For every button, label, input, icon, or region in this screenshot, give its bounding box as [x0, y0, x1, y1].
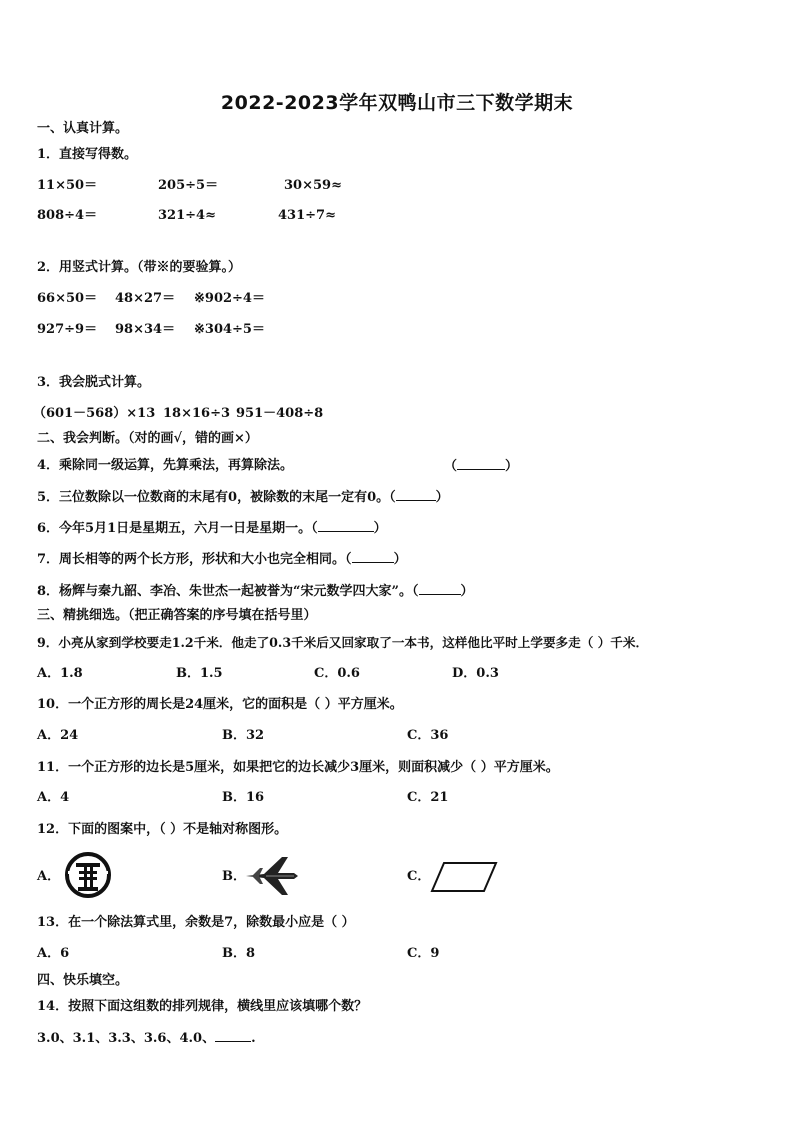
q9-option-a[interactable]: A．1.8 [37, 666, 83, 681]
q9-option-d[interactable]: D．0.3 [452, 666, 499, 681]
paren-close: ） [373, 521, 387, 536]
q2-expr-4: 927÷9＝ [37, 322, 98, 337]
question-13-text: 13．在一个除法算式里，余数是7，除数最小应是（ ） [37, 915, 355, 930]
question-8 [37, 583, 474, 600]
airplane-icon [244, 853, 300, 897]
sequence-values: 3.0、3.1、3.3、3.6、4.0、 [37, 1031, 216, 1046]
question-6 [37, 520, 387, 537]
paren-open: （ [412, 584, 419, 599]
question-9-text: 9．小亮从家到学校要走1.2千米．他走了0.3千米后又回家取了一本书，这样他比平时上学要多走（ ）千米． [37, 635, 649, 650]
q3-expr-1: （601－568）×13 [33, 406, 156, 421]
answer-blank-7[interactable] [352, 551, 394, 563]
q12-option-a[interactable]: A． [37, 869, 61, 884]
q9-option-c[interactable]: C．0.6 [314, 666, 360, 681]
parallelogram-icon [428, 860, 500, 894]
q11-option-a[interactable]: A．4 [37, 790, 70, 805]
question-14-text: 14．按照下面这组数的排列规律，横线里应该填哪个数？ [37, 999, 368, 1014]
q10-option-b[interactable]: B．32 [222, 728, 265, 743]
q2-expr-5: 98×34＝ [115, 322, 176, 337]
paren-close: ） [460, 584, 474, 599]
q2-expr-2: 48×27＝ [115, 291, 176, 306]
answer-blank-5[interactable] [396, 489, 436, 501]
q9-option-b[interactable]: B．1.5 [176, 666, 223, 681]
paren-open: （ [444, 459, 458, 474]
answer-blank[interactable] [457, 458, 505, 470]
q13-option-a[interactable]: A．6 [37, 946, 70, 961]
q13-option-c[interactable]: C．9 [407, 946, 440, 961]
question-12-text: 12．下面的图案中，（ ）不是轴对称图形。 [37, 822, 288, 837]
bank-logo-icon [62, 851, 114, 899]
q12-option-b[interactable]: B． [222, 869, 246, 884]
q2-expr-6: ※304÷5＝ [194, 322, 265, 337]
q2-expr-1: 66×50＝ [37, 291, 98, 306]
question-6-text: 6．今年5月1日是星期五，六月一日是星期一。 [37, 521, 312, 536]
question-2-label: 2．用竖式计算。（带※的要验算。） [37, 260, 242, 275]
question-14-sequence [37, 1030, 256, 1047]
question-4 [37, 458, 293, 474]
answer-blank-6[interactable] [318, 520, 374, 532]
answer-box-4[interactable] [444, 458, 518, 475]
q1-expr-6: 431÷7≈ [278, 208, 336, 223]
page-title: 2022-2023学年双鸭山市三下数学期末 [220, 92, 574, 114]
section-heading-1: 一、认真计算。 [37, 121, 129, 136]
question-5-text: 5．三位数除以一位数商的末尾有0，被除数的末尾一定有0。 [37, 490, 390, 505]
question-7 [37, 551, 407, 568]
q12-option-c[interactable]: C． [407, 869, 431, 884]
paren-open: （ [311, 521, 318, 536]
q2-expr-3: ※902÷4＝ [194, 291, 265, 306]
question-1-label: 1．直接写得数。 [37, 147, 138, 162]
section-heading-4: 四、快乐填空。 [37, 973, 129, 988]
question-3-label: 3．我会脱式计算。 [37, 375, 151, 390]
q3-expr-2: 18×16÷3 [163, 406, 231, 421]
q13-option-b[interactable]: B．8 [222, 946, 256, 961]
q11-option-b[interactable]: B．16 [222, 790, 265, 805]
question-11-text: 11．一个正方形的边长是5厘米，如果把它的边长减少3厘米，则面积减少（ ）平方厘米。 [37, 760, 559, 775]
question-7-text: 7．周长相等的两个长方形，形状和大小也完全相同。 [37, 552, 346, 567]
sequence-end: . [251, 1031, 256, 1046]
paren-close: ） [393, 552, 407, 567]
q1-expr-3: 30×59≈ [284, 178, 342, 193]
paren-open: （ [389, 490, 396, 505]
q1-expr-2: 205÷5＝ [158, 178, 219, 193]
question-4-text: 4．乘除同一级运算，先算乘法，再算除法。 [37, 458, 294, 473]
paren-close: ） [435, 490, 449, 505]
q1-expr-1: 11×50＝ [37, 178, 98, 193]
question-10-text: 10．一个正方形的周长是24厘米，它的面积是（ ）平方厘米。 [37, 697, 403, 712]
question-8-text: 8．杨辉与秦九韶、李冶、朱世杰一起被誉为“宋元数学四大家”。 [37, 584, 413, 599]
section-heading-2: 二、我会判断。（对的画√，错的画×） [37, 431, 258, 446]
q10-option-c[interactable]: C．36 [407, 728, 449, 743]
q10-option-a[interactable]: A．24 [37, 728, 79, 743]
q1-expr-5: 321÷4≈ [158, 208, 216, 223]
q11-option-c[interactable]: C．21 [407, 790, 449, 805]
q3-expr-3: 951－408÷8 [236, 406, 324, 421]
answer-blank-8[interactable] [419, 583, 461, 595]
section-heading-3: 三、精挑细选。（把正确答案的序号填在括号里） [37, 608, 317, 623]
q1-expr-4: 808÷4＝ [37, 208, 98, 223]
paren-close: ） [505, 459, 519, 474]
question-5 [37, 489, 449, 506]
paren-open: （ [345, 552, 352, 567]
answer-blank-14[interactable] [215, 1030, 251, 1042]
